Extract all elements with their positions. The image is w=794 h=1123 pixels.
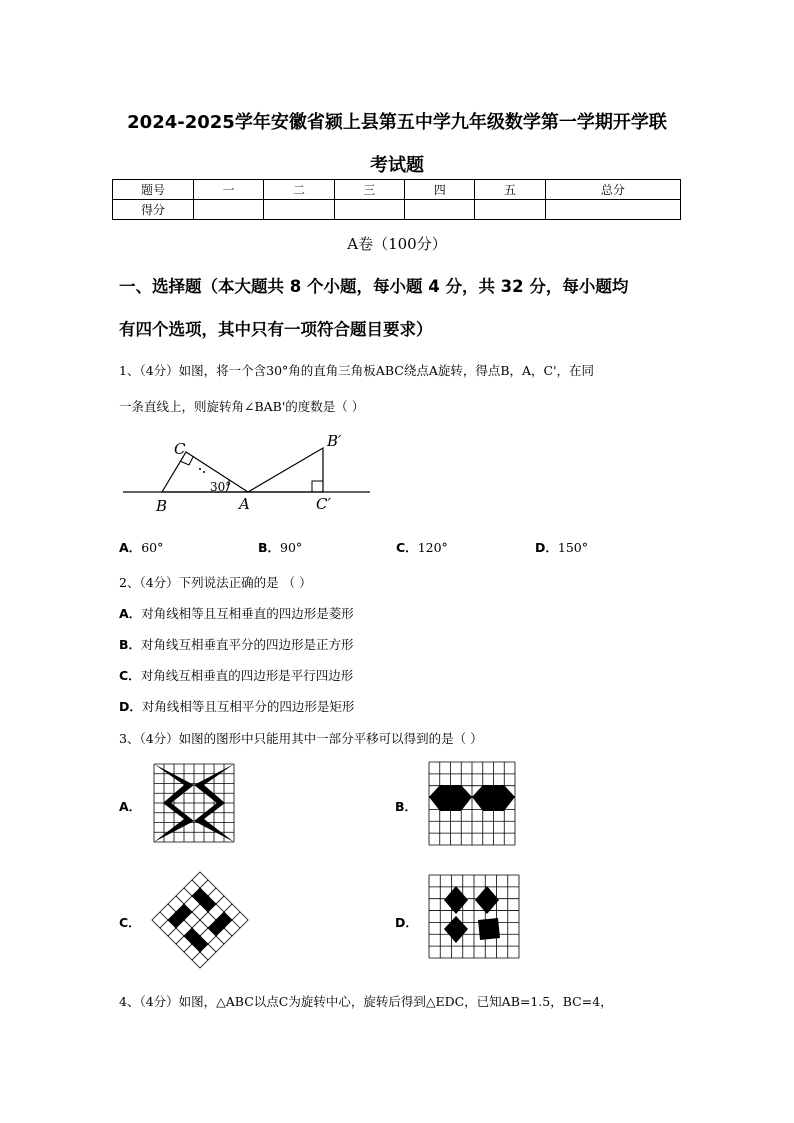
option-text: 对角线相等且互相平分的四边形是矩形 <box>141 699 355 714</box>
exam-title-line2: 考试题 <box>370 155 424 176</box>
question-1-option-c[interactable] <box>396 538 448 556</box>
option-label: B． <box>395 799 418 814</box>
option-text: 60° <box>141 540 164 555</box>
option-label: C． <box>119 668 141 683</box>
option-label: A． <box>119 540 142 555</box>
option-label: A． <box>119 606 142 621</box>
table-cell: 二 <box>264 180 334 200</box>
option-text: 对角线互相垂直平分的四边形是正方形 <box>141 637 354 652</box>
option-label: C． <box>396 540 418 555</box>
score-entry-cell <box>475 200 545 220</box>
option-label: A． <box>119 799 142 814</box>
option-label: D． <box>535 540 558 555</box>
question-1-option-a[interactable] <box>119 538 163 556</box>
option-label: B． <box>258 540 281 555</box>
table-cell: 四 <box>405 180 475 200</box>
table-cell: 题号 <box>113 180 194 200</box>
question-4-stem: 4、（4分）如图，△ABC以点C为旋转中心，旋转后得到△EDC，已知AB=1.5，BC=4， <box>119 994 613 1009</box>
option-text: 对角线互相垂直的四边形是平行四边形 <box>140 668 354 683</box>
score-table <box>112 179 681 220</box>
figure-d-grid-pattern <box>428 874 520 960</box>
question-2-option-c[interactable] <box>119 666 353 684</box>
table-cell: 五 <box>475 180 545 200</box>
label-C: C <box>174 440 186 458</box>
question-1-figure <box>118 428 378 520</box>
score-entry-cell <box>264 200 334 220</box>
option-label: D． <box>119 699 142 714</box>
question-3-option-b[interactable] <box>395 797 417 815</box>
option-label: C． <box>119 915 141 930</box>
question-2-option-a[interactable] <box>119 604 354 622</box>
question-3-option-c[interactable] <box>119 913 141 931</box>
question-3-stem: 3、（4分）如图的图形中只能用其中一部分平移可以得到的是（ ） <box>119 731 483 746</box>
question-2-option-b[interactable] <box>119 635 354 653</box>
option-text: 对角线相等且互相垂直的四边形是菱形 <box>141 606 354 621</box>
option-label: B． <box>119 637 142 652</box>
table-cell: 一 <box>194 180 264 200</box>
label-B-prime: B′ <box>327 432 342 450</box>
score-entry-cell <box>194 200 264 220</box>
table-cell: 得分 <box>113 200 194 220</box>
option-text: 150° <box>557 540 588 555</box>
table-cell: 总分 <box>545 180 680 200</box>
option-label: D． <box>395 915 418 930</box>
section-heading-line2: 有四个选项，其中只有一项符合题目要求） <box>119 320 433 339</box>
label-C-prime: C′ <box>316 495 331 513</box>
question-1-option-d[interactable] <box>535 538 588 556</box>
question-1-stem-line2: 一条直线上，则旋转角∠BAB'的度数是（ ） <box>119 399 365 414</box>
question-3-option-a[interactable] <box>119 797 141 815</box>
volume-a-heading: A卷（100分） <box>347 235 447 253</box>
figure-c-grid-pattern <box>150 870 250 970</box>
score-entry-cell <box>545 200 680 220</box>
label-angle-30: 30° <box>210 480 232 494</box>
score-entry-cell <box>405 200 475 220</box>
table-cell: 三 <box>334 180 404 200</box>
question-1-stem-line1: 1、（4分）如图，将一个含30°角的直角三角板ABC绕点A旋转，得点B，A，C'，在同 <box>119 363 595 378</box>
label-B: B <box>156 497 168 515</box>
score-table-header-row <box>113 180 681 200</box>
figure-a-grid-pattern <box>153 763 239 845</box>
question-2-option-d[interactable] <box>119 697 354 715</box>
question-3-option-d[interactable] <box>395 913 418 931</box>
section-heading-line1: 一、选择题（本大题共 8 个小题，每小题 4 分，共 32 分，每小题均 <box>119 277 629 296</box>
figure-b-grid-pattern <box>428 761 516 847</box>
exam-title-line1: 2024-2025学年安徽省颍上县第五中学九年级数学第一学期开学联 <box>127 112 667 133</box>
question-2-stem: 2、（4分）下列说法正确的是 （ ） <box>119 575 312 590</box>
option-text: 120° <box>417 540 448 555</box>
label-A: A <box>239 495 250 513</box>
question-1-option-b[interactable] <box>258 538 302 556</box>
score-entry-cell <box>334 200 404 220</box>
option-text: 90° <box>280 540 303 555</box>
score-table-score-row <box>113 200 681 220</box>
